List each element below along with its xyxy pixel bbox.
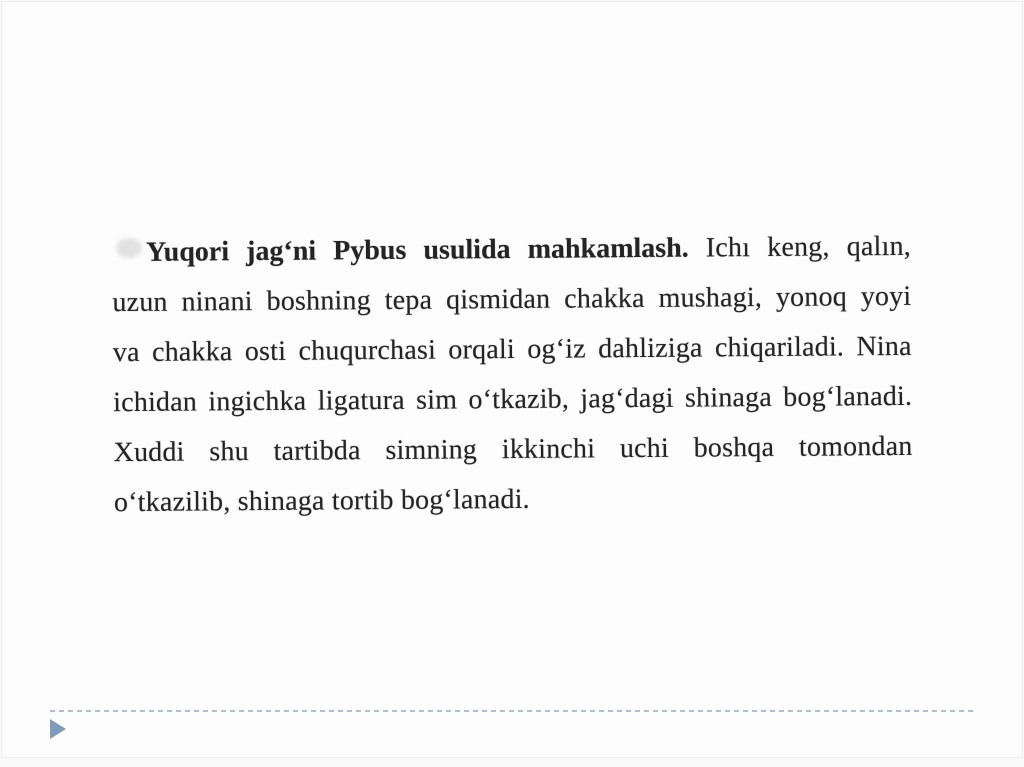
word: chuqurchasi bbox=[298, 334, 437, 367]
word: keng, bbox=[767, 231, 830, 263]
text-line bbox=[114, 472, 913, 528]
word: simning bbox=[385, 434, 478, 466]
word: shinaga bbox=[684, 381, 773, 414]
word: sim bbox=[415, 384, 458, 416]
scanned-text-block bbox=[112, 222, 913, 528]
word: chiqariladi. bbox=[714, 331, 845, 364]
word: osti bbox=[244, 335, 287, 368]
word: mushagi, bbox=[658, 282, 763, 314]
word: boshqa bbox=[693, 431, 775, 464]
word: yonoq bbox=[775, 281, 848, 313]
text-line bbox=[112, 222, 911, 278]
word: Xuddi bbox=[113, 436, 185, 469]
word: qalın, bbox=[846, 230, 912, 263]
word: tepa bbox=[384, 284, 433, 317]
word: ichidan bbox=[113, 386, 198, 419]
word: tartibda bbox=[273, 435, 361, 467]
text-line bbox=[113, 322, 912, 378]
word: uzun bbox=[112, 286, 168, 319]
word: chakka bbox=[564, 282, 645, 315]
word: ninani bbox=[181, 286, 253, 318]
word: mahkamlash. bbox=[527, 232, 689, 265]
word: chakka bbox=[151, 336, 233, 368]
word: bogʻlanadi. bbox=[783, 380, 913, 413]
word: boshning bbox=[266, 285, 371, 317]
word: va bbox=[112, 336, 140, 369]
text-line bbox=[112, 272, 911, 328]
word: ingichka bbox=[208, 385, 307, 418]
word: oʻtkazib, bbox=[468, 383, 570, 416]
word: uchi bbox=[619, 432, 670, 465]
text-line bbox=[113, 372, 912, 428]
play-triangle-icon bbox=[50, 719, 66, 739]
text-line bbox=[113, 422, 912, 478]
word: Pybus bbox=[333, 234, 407, 267]
word: Nina bbox=[856, 330, 912, 363]
word: ogʻiz bbox=[527, 333, 586, 365]
word: shu bbox=[209, 436, 249, 468]
word: qismidan bbox=[445, 283, 551, 316]
word: oʻtkazilib, shinaga tortib bogʻlanadi. bbox=[113, 483, 530, 519]
word: Yuqori bbox=[145, 236, 230, 268]
word: Ichı bbox=[705, 232, 751, 264]
word: orqali bbox=[448, 333, 515, 366]
word: usulida bbox=[423, 234, 511, 266]
slide-footer-divider bbox=[50, 710, 977, 712]
scan-artifact-smudge bbox=[116, 238, 142, 258]
word: yoyi bbox=[860, 280, 912, 313]
word: jagʻdagi bbox=[580, 382, 674, 415]
word: jagʻni bbox=[245, 235, 317, 268]
slide bbox=[1, 1, 1023, 758]
word: dahliziga bbox=[598, 332, 703, 365]
word: tomondan bbox=[798, 430, 913, 463]
word: ligatura bbox=[317, 384, 405, 417]
word: ikkinchi bbox=[501, 433, 596, 466]
